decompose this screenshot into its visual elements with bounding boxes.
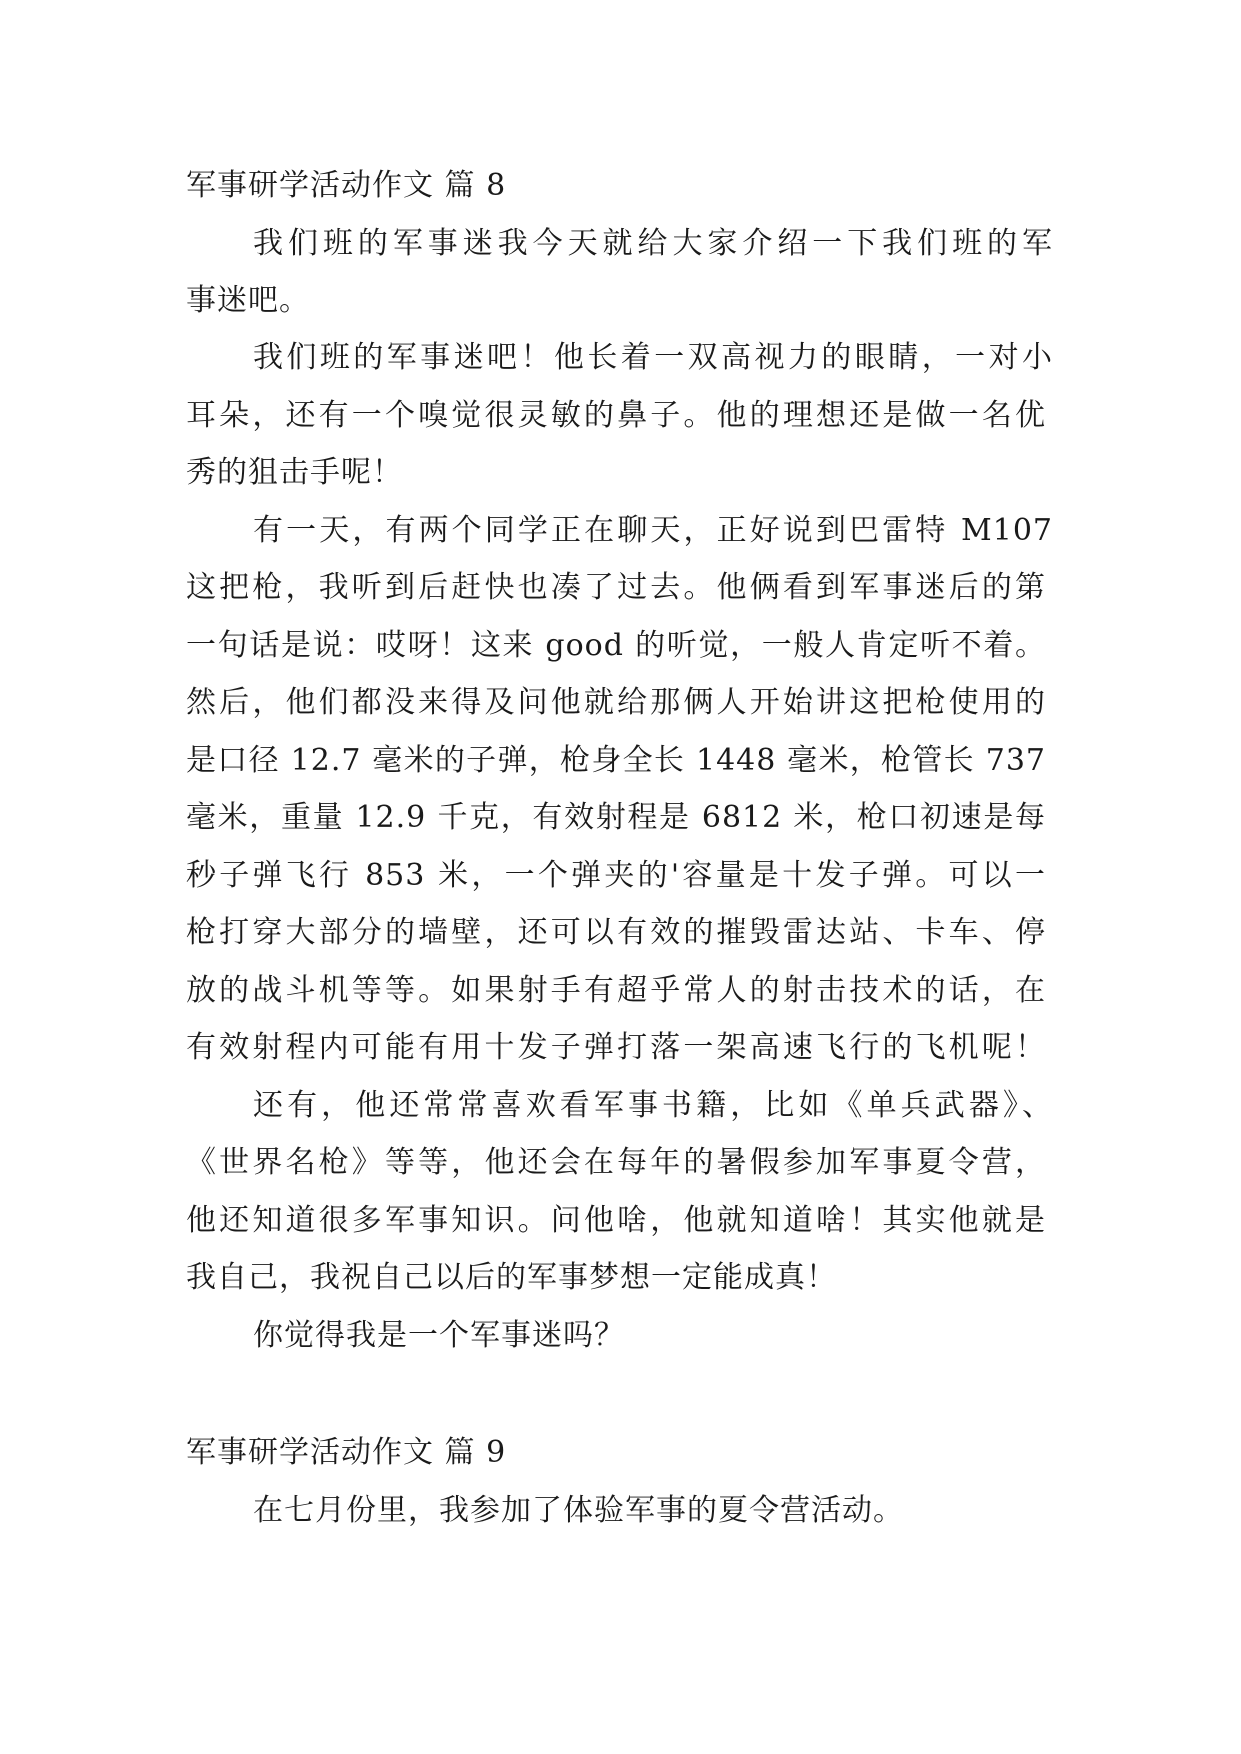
text-line: 在七月份里，我参加了体验军事的夏令营活动。 <box>253 1493 904 1528</box>
text-line: 还有，他还常常喜欢看军事书籍，比如《单兵武器》、 <box>253 1088 1053 1123</box>
text-line: 这把枪，我听到后赶快也凑了过去。他俩看到军事迷后的第 <box>186 570 1046 605</box>
text-line: 毫米，重量 12.9 千克，有效射程是 6812 米，枪口初速是每 <box>186 800 1046 835</box>
text-line: 枪打穿大部分的墙壁，还可以有效的摧毁雷达站、卡车、停 <box>186 915 1046 950</box>
text-line: 我自己，我祝自己以后的军事梦想一定能成真！ <box>186 1260 837 1295</box>
text-line: 我们班的军事迷我今天就给大家介绍一下我们班的军 <box>253 226 1053 261</box>
text-line: 有一天，有两个同学正在聊天，正好说到巴雷特 M107 <box>253 513 1053 548</box>
text-line: 然后，他们都没来得及问他就给那俩人开始讲这把枪使用的 <box>186 685 1046 720</box>
text-line: 一句话是说：哎呀！这来 good 的听觉，一般人肯定听不着。 <box>186 628 1046 663</box>
text-line: 耳朵，还有一个嗅觉很灵敏的鼻子。他的理想还是做一名优 <box>186 398 1046 433</box>
text-line: 《世界名枪》等等，他还会在每年的暑假参加军事夏令营， <box>186 1145 1046 1180</box>
text-line: 秀的狙击手呢！ <box>186 455 403 490</box>
text-line: 我们班的军事迷吧！他长着一双高视力的眼睛，一对小 <box>253 340 1053 375</box>
text-line: 有效射程内可能有用十发子弹打落一架高速飞行的飞机呢！ <box>186 1030 1046 1065</box>
text-line: 是口径 12.7 毫米的子弹，枪身全长 1448 毫米，枪管长 737 <box>186 743 1046 778</box>
text-line: 事迷吧。 <box>186 283 310 318</box>
text-line: 你觉得我是一个军事迷吗？ <box>253 1318 625 1353</box>
text-line: 放的战斗机等等。如果射手有超乎常人的射击技术的话，在 <box>186 973 1046 1008</box>
text-line: 他还知道很多军事知识。问他啥，他就知道啥！其实他就是 <box>186 1203 1046 1238</box>
section-heading: 军事研学活动作文 篇 8 <box>186 168 507 203</box>
section-heading: 军事研学活动作文 篇 9 <box>186 1435 507 1470</box>
text-line: 秒子弹飞行 853 米，一个弹夹的'容量是十发子弹。可以一 <box>186 858 1046 893</box>
